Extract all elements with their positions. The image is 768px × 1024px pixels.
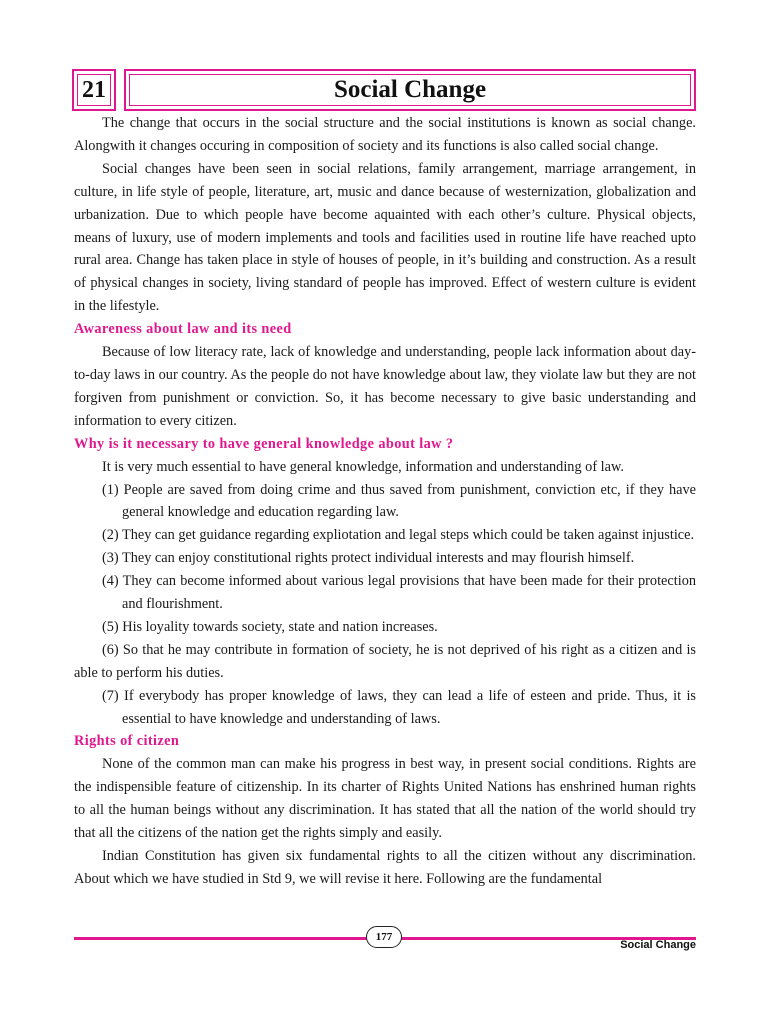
intro-paragraph-1: The change that occurs in the social structure and the social institutions is known as social change. Alongwith it changes occuring in composition of society and its functions is also called social change. bbox=[74, 115, 696, 154]
chapter-number: 21 bbox=[72, 69, 116, 111]
list-item: (6) So that he may contribute in formation of society, he is not deprived of his right as a citizen and is able to perform his duties. bbox=[74, 641, 696, 681]
list-item: (5) His loyality towards society, state and nation increases. bbox=[102, 618, 438, 635]
section-heading-why: Why is it necessary to have general knowledge about law ? bbox=[74, 435, 454, 452]
section-heading-rights: Rights of citizen bbox=[74, 733, 180, 750]
rights-paragraph-1: None of the common man can make his progress in best way, in present social conditions. Rights are the indispensible feature of citizenship. In its charter of Rights United Nations has enshrined human rights to all the human beings without any discrimination. It has stated that all the nation of the world should try that all the citizens of the nation get the rights simply and easily. bbox=[74, 756, 696, 842]
list-item: (2) They can get guidance regarding expliotation and legal steps which could be taken against injustice. bbox=[102, 527, 695, 544]
running-title: Social Change bbox=[620, 939, 696, 951]
page-footer bbox=[74, 926, 696, 954]
why-list bbox=[74, 479, 696, 731]
list-item: (1) People are saved from doing crime and thus saved from punishment, conviction etc, if they have general knowledge and education regarding law. bbox=[102, 481, 696, 521]
chapter-title: Social Change bbox=[124, 69, 696, 111]
intro-paragraph-2: Social changes have been seen in social relations, family arrangement, marriage arrangement, in culture, in life style of people, literature, art, music and dance because of westernization, globalization and urbanization. Due to which people have become aquainted with each other’s culture. Physical objects, means of luxury, use of modern implements and tools and facilities used in routine life have reached upto rural area. Change has taken place in style of houses of people, in it’s building and construction. As a result of physical changes in society, living standard of people has improved. Effect of western culture is evident in the lifestyle. bbox=[74, 160, 696, 315]
page-content bbox=[74, 112, 696, 891]
section-heading-awareness: Awareness about law and its need bbox=[74, 321, 292, 338]
page-number: 177 bbox=[366, 926, 402, 948]
list-item: (3) They can enjoy constitutional rights protect individual interests and may flourish himself. bbox=[102, 550, 635, 567]
list-item: (4) They can become informed about various legal provisions that have been made for their protection and flourishment. bbox=[102, 573, 696, 613]
why-lead-paragraph: It is very much essential to have general knowledge, information and understanding of law. bbox=[102, 458, 624, 475]
awareness-paragraph: Because of low literacy rate, lack of knowledge and understanding, people lack information about day-to-day laws in our country. As the people do not have knowledge about law, they violate law but they are not forgiven from punishment or conviction. So, it has become necessary to give basic understanding and information to every citizen. bbox=[74, 344, 696, 429]
list-item: (7) If everybody has proper knowledge of laws, they can lead a life of esteen and pride. Thus, it is essential to have knowledge and understanding of laws. bbox=[102, 687, 696, 727]
rights-paragraph-2: Indian Constitution has given six fundamental rights to all the citizen without any discrimination. About which we have studied in Std 9, we will revise it here. Following are the fundamental bbox=[74, 848, 696, 887]
chapter-header bbox=[72, 69, 696, 111]
